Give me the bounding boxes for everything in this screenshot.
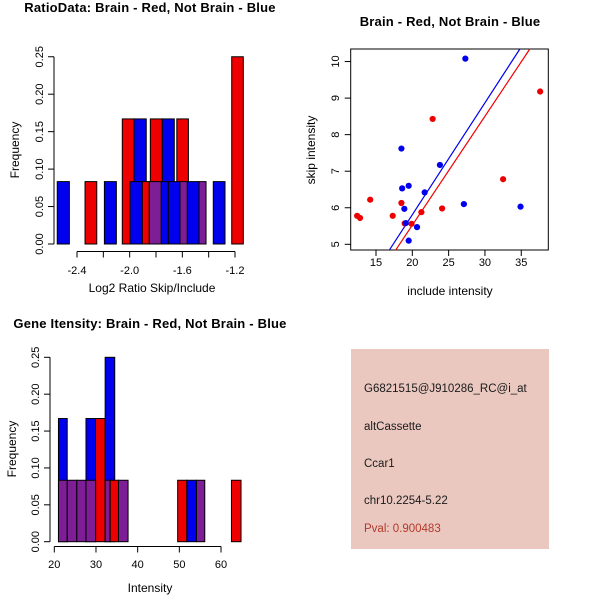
ratio_hist-x-tick-label: -1.2 [225, 265, 245, 277]
scatter-y-tick-label: 10 [330, 55, 342, 68]
ratio_hist-y-tick-label: 0.20 [34, 83, 46, 105]
scatter-point-blue [422, 189, 428, 195]
scatter-y-tick-label: 6 [330, 204, 342, 211]
gene-hist-xlabel: Intensity [127, 581, 173, 595]
ratio_hist-x-tick-label: -2.4 [67, 265, 87, 277]
gene-hist-title: Gene Itensity: Brain - Red, Not Brain - Blue [13, 316, 287, 331]
gene_hist-bar-red [110, 480, 118, 541]
gene_hist-bar-purple [58, 480, 67, 541]
ratio_hist-bar-blue [104, 182, 116, 244]
ratio_hist-y-tick-label: 0.05 [34, 195, 46, 218]
ratio_hist-y-tick-label: 0.25 [34, 46, 46, 68]
probeset-id-text: G6821515@J910286_RC@i_at [364, 383, 527, 395]
scatter-x-tick-label: 25 [442, 257, 455, 269]
scatter-point-blue [517, 204, 523, 210]
gene_hist-x-tick-label: 20 [48, 559, 61, 571]
gene_hist-y-tick-label: 0.25 [30, 346, 42, 369]
scatter-point-red [408, 221, 414, 227]
scatter-y-tick-label: 9 [330, 95, 342, 102]
ratio_hist-bar-blue [187, 182, 199, 244]
scatter-point-red [398, 200, 404, 206]
ratio_hist-bar-blue [213, 182, 225, 244]
scatter-xlabel: include intensity [407, 284, 493, 298]
gene_hist-y-tick-label: 0.20 [30, 383, 42, 405]
gene_hist-y-tick-label: 0.10 [30, 457, 42, 479]
ratio_hist-x-tick-label: -2.0 [120, 265, 140, 277]
scatter-point-blue [414, 224, 420, 230]
scatter-point-blue [462, 56, 468, 62]
scatter-point-red [439, 205, 445, 211]
ratio_hist-bar-purple [180, 182, 187, 244]
scatter-x-tick-label: 35 [515, 257, 528, 269]
ratio-hist-xlabel: Log2 Ratio Skip/Include [88, 281, 216, 295]
gene_hist-bar-purple [77, 480, 86, 541]
scatter-point-blue [399, 185, 405, 191]
ratio_hist-y-tick-label: 0.15 [34, 120, 46, 143]
scatter-point-blue [401, 206, 407, 212]
gene_hist-x-tick-label: 30 [89, 559, 103, 571]
gene_hist-y-tick-label: 0.05 [30, 494, 42, 516]
gene_hist-bar-red [178, 480, 187, 541]
gene_hist-bar-purple [86, 480, 96, 541]
gene_hist-bar-red [96, 419, 106, 542]
scatter-point-blue [403, 220, 409, 226]
scatter-point-red [537, 88, 543, 94]
scatter-x-tick-label: 15 [369, 257, 383, 269]
pval-text: Pval: 0.900483 [364, 523, 441, 535]
ratio_hist-y-tick-label: 0.10 [34, 158, 46, 180]
scatter-point-red [500, 176, 506, 182]
scatter-fit-line-blue [389, 49, 520, 250]
scatter-point-blue [398, 145, 404, 151]
scatter-plot-box [351, 49, 549, 250]
chromosome-location-text: chr10.2254-5.22 [364, 495, 448, 507]
ratio_hist-y-tick-label: 0.00 [34, 233, 46, 255]
splice-type-text: altCassette [364, 421, 422, 433]
gene_hist-x-tick-label: 60 [214, 559, 228, 571]
scatter-point-red [418, 209, 424, 215]
gene_hist-y-tick-label: 0.15 [30, 420, 42, 442]
ratio_hist-bar-blue [161, 182, 168, 244]
scatter-y-tick-label: 8 [330, 131, 342, 138]
scatter-ylabel: skip intensity [304, 115, 318, 185]
scatter-point-red [390, 213, 396, 219]
gene_hist-y-tick-label: 0.00 [30, 530, 42, 553]
ratio_hist-bar-blue [130, 182, 142, 244]
scatter-point-blue [437, 162, 443, 168]
ratio_hist-bar-red [232, 57, 244, 244]
scatter-point-blue [406, 183, 412, 189]
gene_hist-bar-blue [187, 480, 197, 541]
ratio_hist-x-tick-label: -1.6 [172, 265, 192, 277]
gene_hist-bar-purple [67, 480, 77, 541]
gene_hist-x-tick-label: 50 [173, 559, 186, 571]
scatter-point-blue [461, 201, 467, 207]
gene_hist-bar-purple [196, 480, 204, 541]
gene_hist-bar-red [231, 480, 241, 541]
scatter-point-red [367, 197, 373, 203]
gene-hist-ylabel: Frequency [5, 420, 19, 478]
gene-info-panel [351, 349, 549, 549]
ratio_hist-bar-blue [168, 182, 180, 244]
ratio_hist-bar-red [85, 182, 97, 244]
scatter-point-red [357, 215, 363, 221]
ratio_hist-bar-red [142, 182, 149, 244]
gene_hist-bar-purple [118, 480, 128, 541]
ratio_hist-bar-blue [57, 182, 69, 244]
scatter-y-tick-label: 5 [330, 241, 342, 248]
gene-symbol-text: Ccar1 [364, 458, 395, 470]
scatter-y-tick-label: 7 [330, 168, 342, 175]
scatter-fit-line-red [396, 49, 530, 250]
scatter-point-blue [406, 238, 412, 244]
scatter-point-red [430, 116, 436, 122]
ratio-hist-title: RatioData: Brain - Red, Not Brain - Blue [24, 0, 276, 15]
scatter-x-tick-label: 30 [478, 257, 492, 269]
gene_hist-bar-purple [105, 480, 110, 541]
ratio_hist-bar-purple [149, 182, 161, 244]
scatter-x-tick-label: 20 [406, 257, 419, 269]
ratio-hist-ylabel: Frequency [8, 121, 22, 179]
scatter-title: Brain - Red, Not Brain - Blue [359, 14, 541, 29]
gene_hist-x-tick-label: 40 [131, 559, 144, 571]
ratio_hist-bar-purple [199, 182, 206, 244]
